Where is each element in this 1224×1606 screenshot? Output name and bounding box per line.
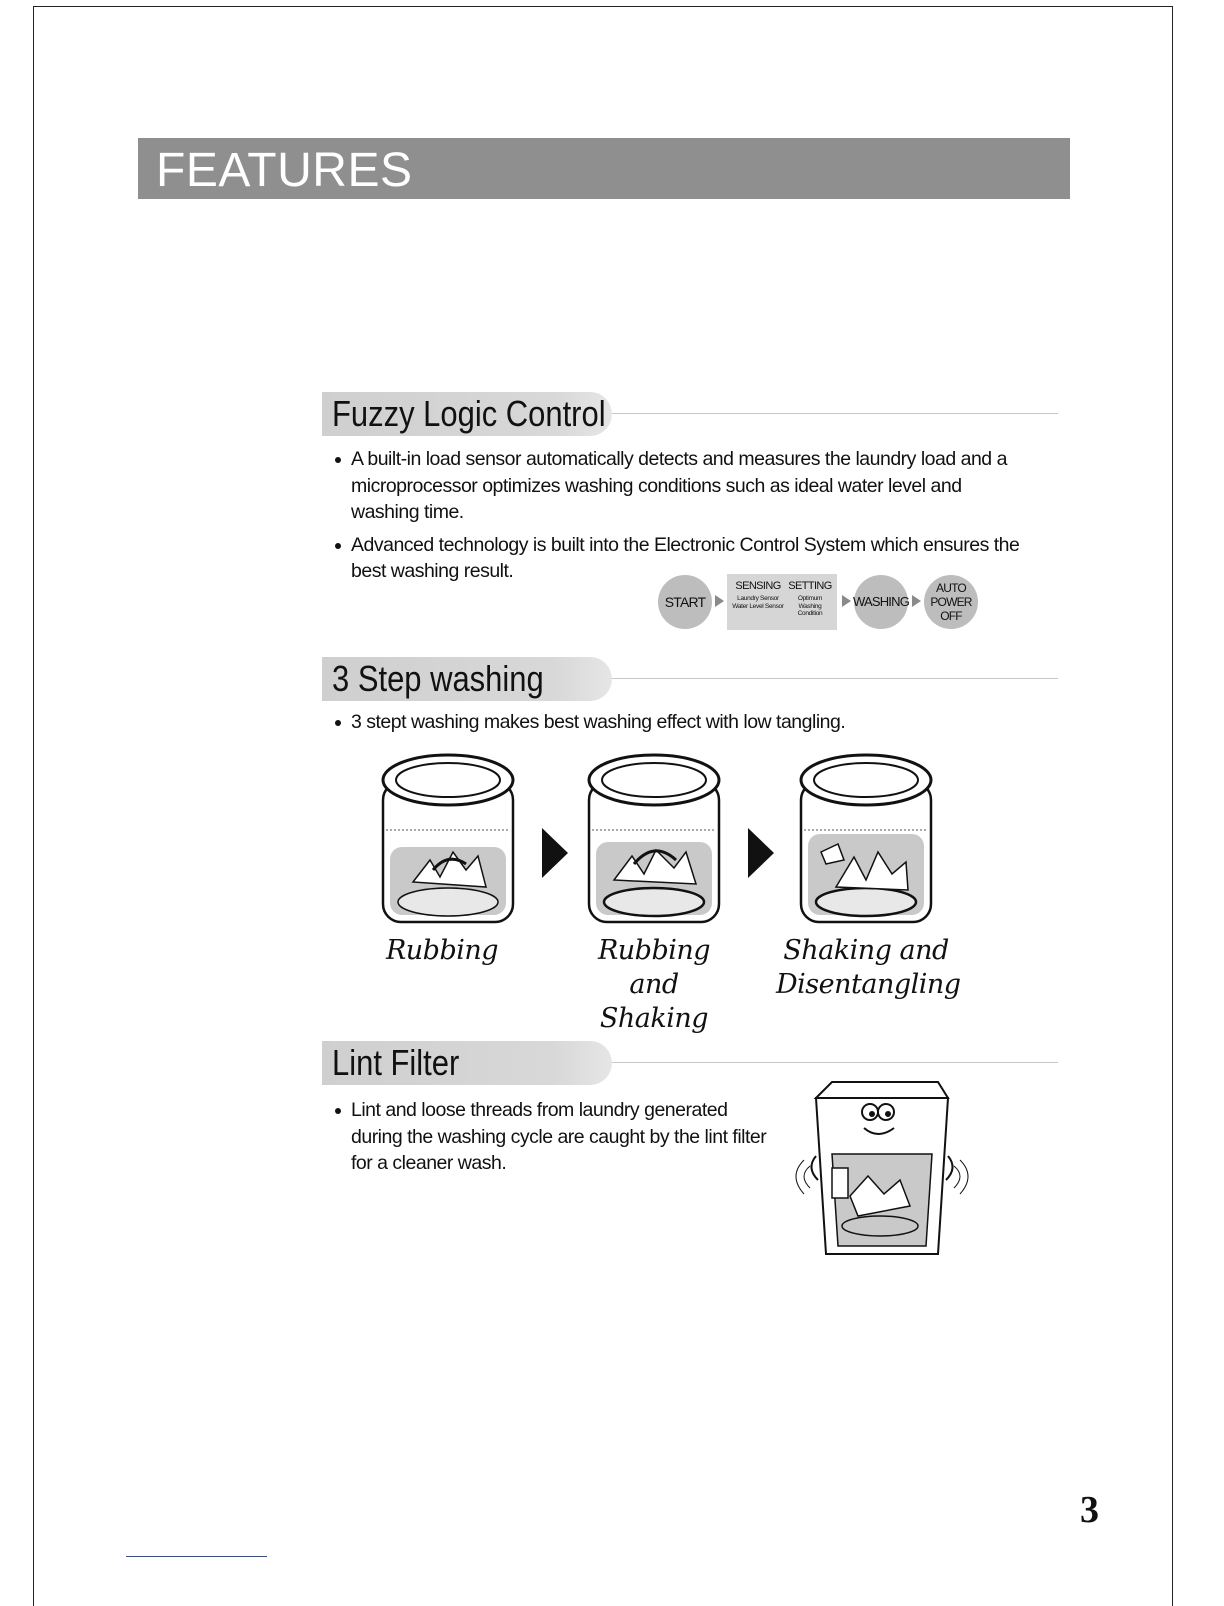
flow-arrow-icon [842,595,851,607]
lint-filter-bullets [332,1097,772,1183]
bullet-item: 3 stept washing makes best washing effect with low tangling. [332,709,1022,736]
flow-start-node: START [658,575,712,629]
flow-washing-node: WASHING [854,575,908,629]
section-header-3-step-washing [322,657,1058,701]
bullet-item: Lint and loose threads from laundry generated during the washing cycle are caught by the lint filter for a cleaner wash. [332,1097,772,1177]
footer-link-line [126,1556,267,1557]
lint-filter-washer-illustration [788,1076,973,1258]
section-title: Lint Filter [332,1042,460,1083]
flow-sensing-setting-box [727,574,837,630]
rubbing-shaking-tub-illustration [584,752,724,932]
step-caption-rubbing: Rubbing [385,935,499,966]
step-caption-shaking-disentangling: Shaking and Disentangling [776,935,961,1000]
flow-setting [787,580,833,618]
step-arrow-icon [748,828,774,878]
flow-sensing-sub: Laundry Sensor Water Level Sensor [732,595,784,610]
flow-arrow-icon [715,595,724,607]
step-arrow-icon [542,828,568,878]
flow-setting-sub: Optimum Washing Condition [797,595,823,617]
section-header-fuzzy-logic [322,392,1058,436]
bullet-item: A built-in load sensor automatically detects and measures the laundry load and a microprocessor optimizes washing conditions such as ideal water level and washing time. [332,446,1022,526]
section-tab [322,1041,612,1085]
fuzzy-logic-flow-diagram [658,574,980,630]
fuzzy-logic-bullets [332,446,1022,591]
bullet-item: Advanced technology is built into the Electronic Control System which ensures the best washing result. [332,532,1022,585]
section-title: Fuzzy Logic Control [332,393,606,434]
step-caption-rubbing-shaking: Rubbing and Shaking [597,935,711,1034]
flow-sensing [731,580,785,610]
flow-arrow-icon [912,595,921,607]
flow-setting-heading: SETTING [788,580,832,592]
features-banner [138,138,1070,199]
rubbing-tub-illustration [378,752,518,932]
flow-auto-power-off-node: AUTO POWER OFF [924,575,978,629]
section-rule [612,1062,1058,1063]
flow-sensing-heading: SENSING [735,580,781,592]
section-rule [612,678,1058,679]
shaking-disentangling-tub-illustration [796,752,936,932]
page-title: FEATURES [156,144,413,197]
section-rule [612,413,1058,414]
section-tab [322,657,612,701]
3-step-bullets [332,709,1022,742]
section-title: 3 Step washing [332,658,544,699]
section-tab [322,392,612,436]
page-number: 3 [1080,1489,1099,1531]
